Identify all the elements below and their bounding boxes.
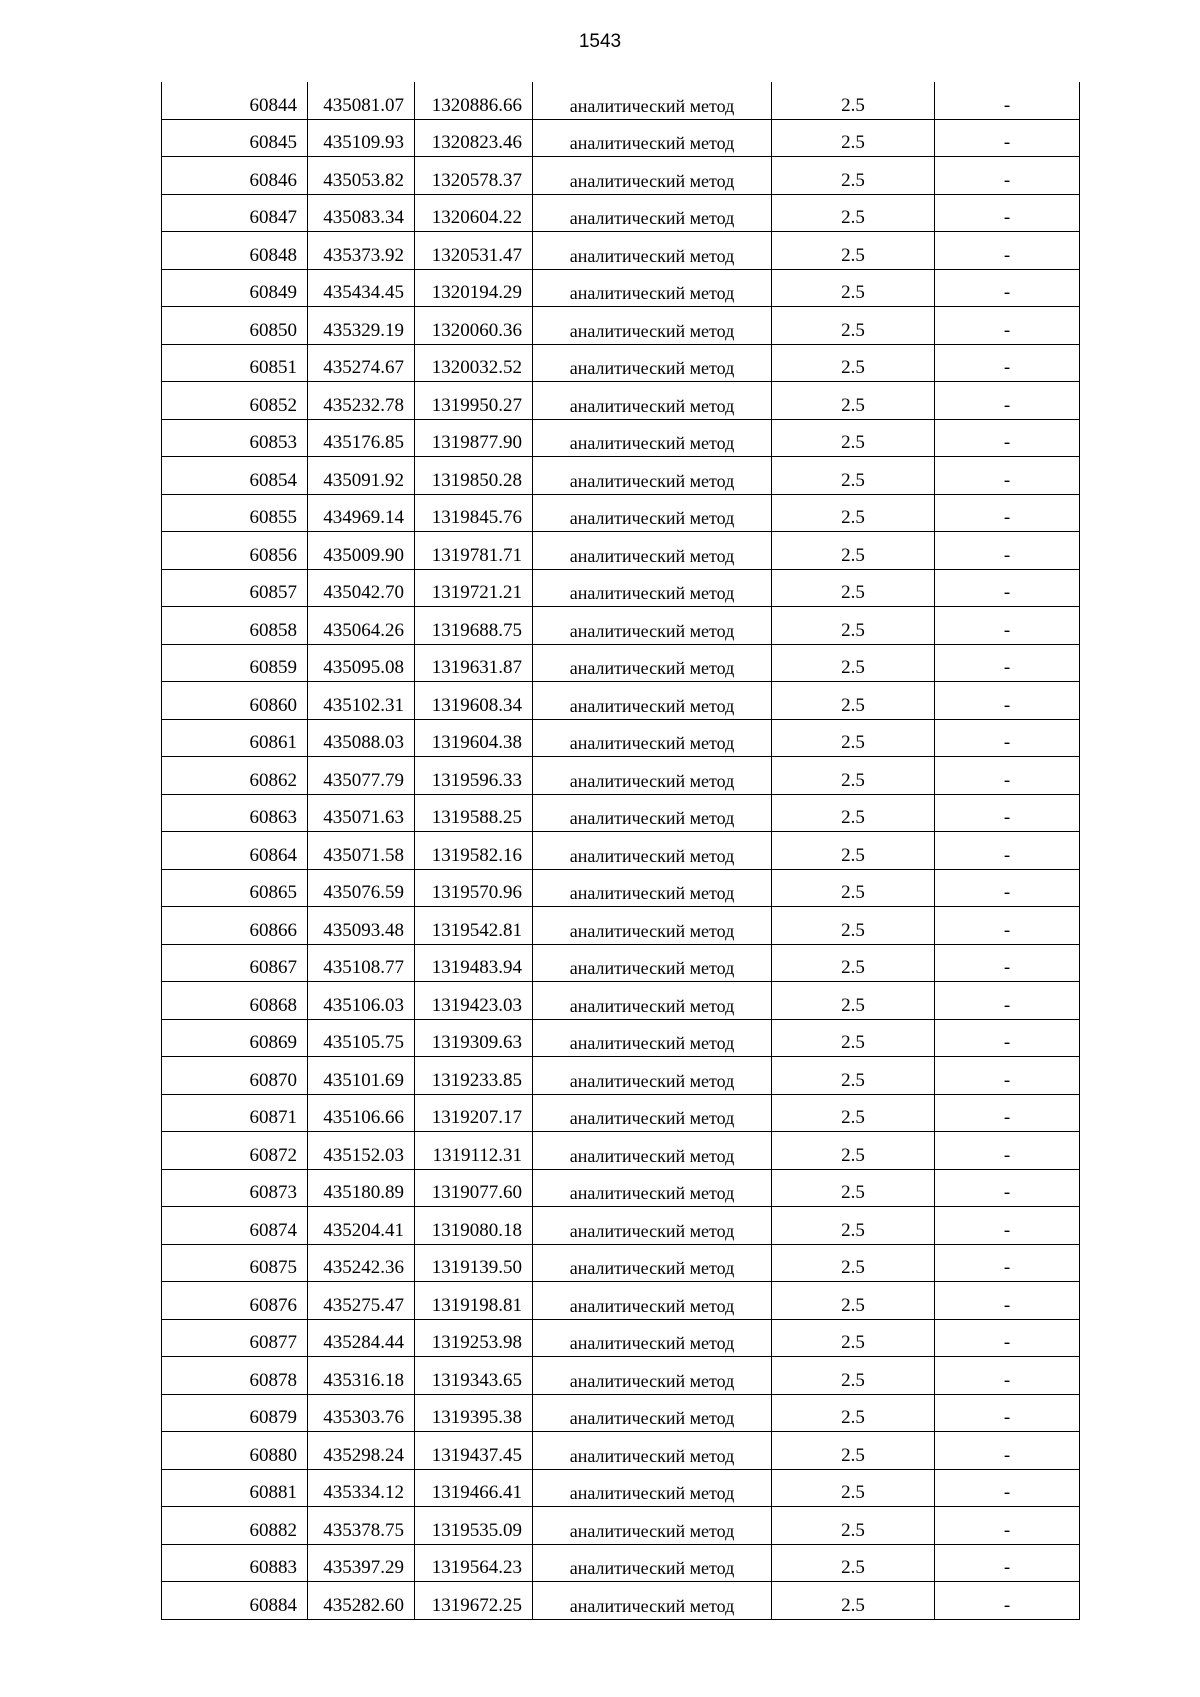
y-coordinate-cell: 1319781.71 — [415, 532, 533, 570]
x-coordinate-cell: 435076.59 — [308, 869, 415, 907]
y-coordinate-cell: 1319604.38 — [415, 719, 533, 757]
point-number-cell: 60875 — [162, 1244, 308, 1282]
table-row — [162, 269, 1080, 307]
x-coordinate-cell: 435108.77 — [308, 944, 415, 982]
y-coordinate-cell: 1319596.33 — [415, 757, 533, 795]
note-cell: - — [935, 1582, 1080, 1620]
method-cell: аналитический метод — [533, 1057, 772, 1095]
accuracy-cell: 2.5 — [772, 1394, 935, 1432]
method-cell: аналитический метод — [533, 419, 772, 457]
y-coordinate-cell: 1319253.98 — [415, 1319, 533, 1357]
note-cell: - — [935, 869, 1080, 907]
accuracy-cell: 2.5 — [772, 1019, 935, 1057]
y-coordinate-cell: 1320531.47 — [415, 232, 533, 270]
note-cell: - — [935, 907, 1080, 945]
note-cell: - — [935, 232, 1080, 270]
method-cell: аналитический метод — [533, 832, 772, 870]
x-coordinate-cell: 435091.92 — [308, 457, 415, 495]
y-coordinate-cell: 1319139.50 — [415, 1244, 533, 1282]
accuracy-cell: 2.5 — [772, 419, 935, 457]
table-body — [162, 82, 1080, 1619]
accuracy-cell: 2.5 — [772, 232, 935, 270]
method-cell: аналитический метод — [533, 1357, 772, 1395]
y-coordinate-cell: 1319535.09 — [415, 1507, 533, 1545]
x-coordinate-cell: 435242.36 — [308, 1244, 415, 1282]
y-coordinate-cell: 1319542.81 — [415, 907, 533, 945]
table-row — [162, 607, 1080, 645]
point-number-cell: 60866 — [162, 907, 308, 945]
table-row — [162, 1282, 1080, 1320]
x-coordinate-cell: 435152.03 — [308, 1132, 415, 1170]
point-number-cell: 60857 — [162, 569, 308, 607]
point-number-cell: 60847 — [162, 194, 308, 232]
point-number-cell: 60884 — [162, 1582, 308, 1620]
y-coordinate-cell: 1319466.41 — [415, 1469, 533, 1507]
method-cell: аналитический метод — [533, 1094, 772, 1132]
method-cell: аналитический метод — [533, 644, 772, 682]
method-cell: аналитический метод — [533, 1207, 772, 1245]
x-coordinate-cell: 435180.89 — [308, 1169, 415, 1207]
accuracy-cell: 2.5 — [772, 607, 935, 645]
method-cell: аналитический метод — [533, 457, 772, 495]
table-row — [162, 82, 1080, 119]
point-number-cell: 60869 — [162, 1019, 308, 1057]
y-coordinate-cell: 1319588.25 — [415, 794, 533, 832]
point-number-cell: 60883 — [162, 1544, 308, 1582]
table-row — [162, 1019, 1080, 1057]
note-cell: - — [935, 569, 1080, 607]
table-row — [162, 532, 1080, 570]
note-cell: - — [935, 1094, 1080, 1132]
accuracy-cell: 2.5 — [772, 1357, 935, 1395]
note-cell: - — [935, 832, 1080, 870]
table-row — [162, 944, 1080, 982]
note-cell: - — [935, 194, 1080, 232]
accuracy-cell: 2.5 — [772, 1544, 935, 1582]
method-cell: аналитический метод — [533, 232, 772, 270]
x-coordinate-cell: 435204.41 — [308, 1207, 415, 1245]
accuracy-cell: 2.5 — [772, 907, 935, 945]
accuracy-cell: 2.5 — [772, 1207, 935, 1245]
accuracy-cell: 2.5 — [772, 1282, 935, 1320]
y-coordinate-cell: 1320823.46 — [415, 119, 533, 157]
x-coordinate-cell: 435378.75 — [308, 1507, 415, 1545]
table-row — [162, 1582, 1080, 1620]
point-number-cell: 60851 — [162, 344, 308, 382]
point-number-cell: 60868 — [162, 982, 308, 1020]
point-number-cell: 60845 — [162, 119, 308, 157]
method-cell: аналитический метод — [533, 569, 772, 607]
y-coordinate-cell: 1319570.96 — [415, 869, 533, 907]
table-row — [162, 157, 1080, 195]
point-number-cell: 60858 — [162, 607, 308, 645]
accuracy-cell: 2.5 — [772, 794, 935, 832]
x-coordinate-cell: 435282.60 — [308, 1582, 415, 1620]
y-coordinate-cell: 1319608.34 — [415, 682, 533, 720]
point-number-cell: 60853 — [162, 419, 308, 457]
x-coordinate-cell: 435009.90 — [308, 532, 415, 570]
method-cell: аналитический метод — [533, 494, 772, 532]
table-row — [162, 419, 1080, 457]
table-row — [162, 719, 1080, 757]
x-coordinate-cell: 435101.69 — [308, 1057, 415, 1095]
point-number-cell: 60880 — [162, 1432, 308, 1470]
y-coordinate-cell: 1319309.63 — [415, 1019, 533, 1057]
accuracy-cell: 2.5 — [772, 569, 935, 607]
point-number-cell: 60850 — [162, 307, 308, 345]
note-cell: - — [935, 119, 1080, 157]
x-coordinate-cell: 435275.47 — [308, 1282, 415, 1320]
table-row — [162, 869, 1080, 907]
method-cell: аналитический метод — [533, 757, 772, 795]
table-row — [162, 1394, 1080, 1432]
x-coordinate-cell: 435373.92 — [308, 232, 415, 270]
y-coordinate-cell: 1319207.17 — [415, 1094, 533, 1132]
point-number-cell: 60848 — [162, 232, 308, 270]
table-row — [162, 457, 1080, 495]
point-number-cell: 60878 — [162, 1357, 308, 1395]
accuracy-cell: 2.5 — [772, 1507, 935, 1545]
note-cell: - — [935, 532, 1080, 570]
point-number-cell: 60849 — [162, 269, 308, 307]
note-cell: - — [935, 682, 1080, 720]
y-coordinate-cell: 1319233.85 — [415, 1057, 533, 1095]
note-cell: - — [935, 307, 1080, 345]
x-coordinate-cell: 435109.93 — [308, 119, 415, 157]
accuracy-cell: 2.5 — [772, 832, 935, 870]
note-cell: - — [935, 1394, 1080, 1432]
note-cell: - — [935, 1319, 1080, 1357]
accuracy-cell: 2.5 — [772, 1169, 935, 1207]
point-number-cell: 60844 — [162, 82, 308, 119]
note-cell: - — [935, 944, 1080, 982]
note-cell: - — [935, 1507, 1080, 1545]
accuracy-cell: 2.5 — [772, 157, 935, 195]
point-number-cell: 60879 — [162, 1394, 308, 1432]
method-cell: аналитический метод — [533, 382, 772, 420]
accuracy-cell: 2.5 — [772, 269, 935, 307]
x-coordinate-cell: 435329.19 — [308, 307, 415, 345]
accuracy-cell: 2.5 — [772, 1094, 935, 1132]
note-cell: - — [935, 1057, 1080, 1095]
note-cell: - — [935, 157, 1080, 195]
table-row — [162, 907, 1080, 945]
point-number-cell: 60864 — [162, 832, 308, 870]
method-cell: аналитический метод — [533, 944, 772, 982]
table-row — [162, 569, 1080, 607]
table-row — [162, 1507, 1080, 1545]
x-coordinate-cell: 435053.82 — [308, 157, 415, 195]
y-coordinate-cell: 1319112.31 — [415, 1132, 533, 1170]
y-coordinate-cell: 1319631.87 — [415, 644, 533, 682]
x-coordinate-cell: 435105.75 — [308, 1019, 415, 1057]
method-cell: аналитический метод — [533, 194, 772, 232]
point-number-cell: 60874 — [162, 1207, 308, 1245]
x-coordinate-cell: 435095.08 — [308, 644, 415, 682]
note-cell: - — [935, 1544, 1080, 1582]
table-row — [162, 494, 1080, 532]
method-cell: аналитический метод — [533, 1582, 772, 1620]
accuracy-cell: 2.5 — [772, 682, 935, 720]
method-cell: аналитический метод — [533, 82, 772, 119]
accuracy-cell: 2.5 — [772, 1469, 935, 1507]
method-cell: аналитический метод — [533, 907, 772, 945]
accuracy-cell: 2.5 — [772, 982, 935, 1020]
coordinates-table — [161, 82, 1080, 1620]
y-coordinate-cell: 1320032.52 — [415, 344, 533, 382]
method-cell: аналитический метод — [533, 307, 772, 345]
y-coordinate-cell: 1319343.65 — [415, 1357, 533, 1395]
x-coordinate-cell: 435106.66 — [308, 1094, 415, 1132]
x-coordinate-cell: 435077.79 — [308, 757, 415, 795]
x-coordinate-cell: 435334.12 — [308, 1469, 415, 1507]
accuracy-cell: 2.5 — [772, 757, 935, 795]
accuracy-cell: 2.5 — [772, 457, 935, 495]
method-cell: аналитический метод — [533, 1169, 772, 1207]
accuracy-cell: 2.5 — [772, 944, 935, 982]
method-cell: аналитический метод — [533, 1319, 772, 1357]
method-cell: аналитический метод — [533, 344, 772, 382]
note-cell: - — [935, 1357, 1080, 1395]
y-coordinate-cell: 1320060.36 — [415, 307, 533, 345]
y-coordinate-cell: 1319845.76 — [415, 494, 533, 532]
table-row — [162, 982, 1080, 1020]
note-cell: - — [935, 1469, 1080, 1507]
x-coordinate-cell: 435064.26 — [308, 607, 415, 645]
table-row — [162, 1244, 1080, 1282]
x-coordinate-cell: 435071.58 — [308, 832, 415, 870]
x-coordinate-cell: 435176.85 — [308, 419, 415, 457]
y-coordinate-cell: 1319423.03 — [415, 982, 533, 1020]
method-cell: аналитический метод — [533, 1019, 772, 1057]
y-coordinate-cell: 1319564.23 — [415, 1544, 533, 1582]
accuracy-cell: 2.5 — [772, 1582, 935, 1620]
note-cell: - — [935, 419, 1080, 457]
table-row — [162, 1057, 1080, 1095]
x-coordinate-cell: 435316.18 — [308, 1357, 415, 1395]
method-cell: аналитический метод — [533, 1282, 772, 1320]
table-row — [162, 1357, 1080, 1395]
accuracy-cell: 2.5 — [772, 1319, 935, 1357]
x-coordinate-cell: 435274.67 — [308, 344, 415, 382]
point-number-cell: 60881 — [162, 1469, 308, 1507]
y-coordinate-cell: 1320886.66 — [415, 82, 533, 119]
table-row — [162, 307, 1080, 345]
y-coordinate-cell: 1319483.94 — [415, 944, 533, 982]
note-cell: - — [935, 644, 1080, 682]
method-cell: аналитический метод — [533, 794, 772, 832]
table-row — [162, 119, 1080, 157]
method-cell: аналитический метод — [533, 532, 772, 570]
y-coordinate-cell: 1319721.21 — [415, 569, 533, 607]
note-cell: - — [935, 1132, 1080, 1170]
table-row — [162, 344, 1080, 382]
y-coordinate-cell: 1320194.29 — [415, 269, 533, 307]
method-cell: аналитический метод — [533, 1132, 772, 1170]
table-row — [162, 1169, 1080, 1207]
table-row — [162, 644, 1080, 682]
point-number-cell: 60863 — [162, 794, 308, 832]
note-cell: - — [935, 1282, 1080, 1320]
table-row — [162, 682, 1080, 720]
note-cell: - — [935, 494, 1080, 532]
accuracy-cell: 2.5 — [772, 382, 935, 420]
point-number-cell: 60876 — [162, 1282, 308, 1320]
note-cell: - — [935, 82, 1080, 119]
method-cell: аналитический метод — [533, 719, 772, 757]
method-cell: аналитический метод — [533, 1544, 772, 1582]
point-number-cell: 60859 — [162, 644, 308, 682]
table-row — [162, 382, 1080, 420]
note-cell: - — [935, 719, 1080, 757]
method-cell: аналитический метод — [533, 119, 772, 157]
table-row — [162, 232, 1080, 270]
x-coordinate-cell: 434969.14 — [308, 494, 415, 532]
point-number-cell: 60854 — [162, 457, 308, 495]
accuracy-cell: 2.5 — [772, 1432, 935, 1470]
table-row — [162, 1469, 1080, 1507]
method-cell: аналитический метод — [533, 1244, 772, 1282]
point-number-cell: 60870 — [162, 1057, 308, 1095]
x-coordinate-cell: 435083.34 — [308, 194, 415, 232]
table-row — [162, 1132, 1080, 1170]
note-cell: - — [935, 1169, 1080, 1207]
method-cell: аналитический метод — [533, 607, 772, 645]
accuracy-cell: 2.5 — [772, 194, 935, 232]
table-row — [162, 194, 1080, 232]
point-number-cell: 60860 — [162, 682, 308, 720]
y-coordinate-cell: 1319080.18 — [415, 1207, 533, 1245]
method-cell: аналитический метод — [533, 869, 772, 907]
point-number-cell: 60862 — [162, 757, 308, 795]
point-number-cell: 60865 — [162, 869, 308, 907]
point-number-cell: 60855 — [162, 494, 308, 532]
x-coordinate-cell: 435434.45 — [308, 269, 415, 307]
table-row — [162, 1319, 1080, 1357]
x-coordinate-cell: 435081.07 — [308, 82, 415, 119]
accuracy-cell: 2.5 — [772, 494, 935, 532]
accuracy-cell: 2.5 — [772, 1132, 935, 1170]
note-cell: - — [935, 982, 1080, 1020]
method-cell: аналитический метод — [533, 982, 772, 1020]
accuracy-cell: 2.5 — [772, 307, 935, 345]
note-cell: - — [935, 1432, 1080, 1470]
note-cell: - — [935, 382, 1080, 420]
method-cell: аналитический метод — [533, 1469, 772, 1507]
note-cell: - — [935, 794, 1080, 832]
note-cell: - — [935, 1019, 1080, 1057]
x-coordinate-cell: 435298.24 — [308, 1432, 415, 1470]
accuracy-cell: 2.5 — [772, 82, 935, 119]
table-row — [162, 1094, 1080, 1132]
x-coordinate-cell: 435071.63 — [308, 794, 415, 832]
x-coordinate-cell: 435303.76 — [308, 1394, 415, 1432]
x-coordinate-cell: 435102.31 — [308, 682, 415, 720]
accuracy-cell: 2.5 — [772, 869, 935, 907]
page-number: 1543 — [578, 31, 622, 52]
accuracy-cell: 2.5 — [772, 119, 935, 157]
point-number-cell: 60872 — [162, 1132, 308, 1170]
x-coordinate-cell: 435106.03 — [308, 982, 415, 1020]
note-cell: - — [935, 1207, 1080, 1245]
y-coordinate-cell: 1319877.90 — [415, 419, 533, 457]
method-cell: аналитический метод — [533, 1507, 772, 1545]
table-row — [162, 832, 1080, 870]
y-coordinate-cell: 1319582.16 — [415, 832, 533, 870]
y-coordinate-cell: 1320578.37 — [415, 157, 533, 195]
point-number-cell: 60882 — [162, 1507, 308, 1545]
x-coordinate-cell: 435397.29 — [308, 1544, 415, 1582]
point-number-cell: 60852 — [162, 382, 308, 420]
x-coordinate-cell: 435284.44 — [308, 1319, 415, 1357]
method-cell: аналитический метод — [533, 269, 772, 307]
point-number-cell: 60877 — [162, 1319, 308, 1357]
y-coordinate-cell: 1319395.38 — [415, 1394, 533, 1432]
table-row — [162, 1544, 1080, 1582]
table-row — [162, 757, 1080, 795]
point-number-cell: 60871 — [162, 1094, 308, 1132]
note-cell: - — [935, 1244, 1080, 1282]
point-number-cell: 60846 — [162, 157, 308, 195]
note-cell: - — [935, 457, 1080, 495]
x-coordinate-cell: 435042.70 — [308, 569, 415, 607]
y-coordinate-cell: 1319850.28 — [415, 457, 533, 495]
table-row — [162, 794, 1080, 832]
method-cell: аналитический метод — [533, 682, 772, 720]
y-coordinate-cell: 1319437.45 — [415, 1432, 533, 1470]
y-coordinate-cell: 1319077.60 — [415, 1169, 533, 1207]
y-coordinate-cell: 1319198.81 — [415, 1282, 533, 1320]
y-coordinate-cell: 1319688.75 — [415, 607, 533, 645]
method-cell: аналитический метод — [533, 1432, 772, 1470]
point-number-cell: 60873 — [162, 1169, 308, 1207]
x-coordinate-cell: 435232.78 — [308, 382, 415, 420]
x-coordinate-cell: 435093.48 — [308, 907, 415, 945]
note-cell: - — [935, 757, 1080, 795]
x-coordinate-cell: 435088.03 — [308, 719, 415, 757]
accuracy-cell: 2.5 — [772, 1057, 935, 1095]
table-row — [162, 1207, 1080, 1245]
accuracy-cell: 2.5 — [772, 344, 935, 382]
point-number-cell: 60856 — [162, 532, 308, 570]
note-cell: - — [935, 344, 1080, 382]
accuracy-cell: 2.5 — [772, 532, 935, 570]
accuracy-cell: 2.5 — [772, 719, 935, 757]
y-coordinate-cell: 1319950.27 — [415, 382, 533, 420]
table-row — [162, 1432, 1080, 1470]
accuracy-cell: 2.5 — [772, 644, 935, 682]
point-number-cell: 60867 — [162, 944, 308, 982]
note-cell: - — [935, 269, 1080, 307]
point-number-cell: 60861 — [162, 719, 308, 757]
accuracy-cell: 2.5 — [772, 1244, 935, 1282]
method-cell: аналитический метод — [533, 1394, 772, 1432]
y-coordinate-cell: 1319672.25 — [415, 1582, 533, 1620]
method-cell: аналитический метод — [533, 157, 772, 195]
y-coordinate-cell: 1320604.22 — [415, 194, 533, 232]
note-cell: - — [935, 607, 1080, 645]
